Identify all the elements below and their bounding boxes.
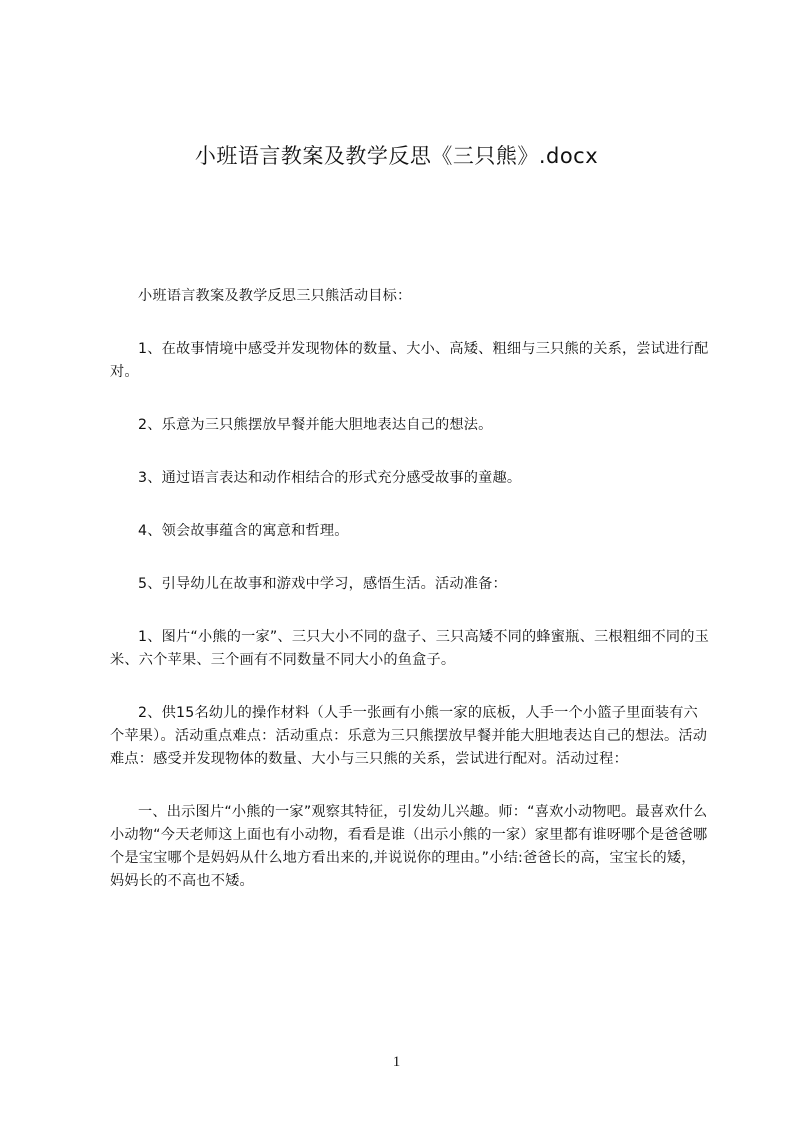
paragraph-process-1: 一、出示图片“小熊的一家”观察其特征，引发幼儿兴趣。师：“喜欢小动物吧。最喜欢什么小动物“今天老师这上面也有小动物，看看是谁（出示小熊的一家）家里都有谁呀哪个是爸爸哪个是宝宝哪个是妈妈从什么地方看出来的,并说说你的理由。”小结:爸爸长的高，宝宝长的矮，妈妈长的不高也不矮。 [110,804,708,889]
document-title: 小班语言教案及教学反思《三只熊》.docx [194,144,599,168]
paragraph-goal-2: 2、乐意为三只熊摆放早餐并能大胆地表达自己的想法。 [138,417,493,433]
paragraph-goal-3: 3、通过语言表达和动作相结合的形式充分感受故事的童趣。 [138,470,522,486]
document-body [110,285,710,923]
paragraph-intro: 小班语言教案及教学反思三只熊活动目标： [138,288,412,304]
paragraph-prep-2: 2、供15名幼儿的操作材料（人手一张画有小熊一家的底板，人手一个小篮子里面装有六个苹果）。活动重点难点：活动重点：乐意为三只熊摆放早餐并能大胆地表达自己的想法。活动难点：感受并发现物体的数量、大小与三只熊的关系，尝试进行配对。活动过程： [110,705,708,767]
paragraph-goal-5: 5、引导幼儿在故事和游戏中学习，感悟生活。活动准备： [138,576,507,592]
paragraph-goal-1: 1、在故事情境中感受并发现物体的数量、大小、高矮、粗细与三只熊的关系，尝试进行配对。 [110,341,709,380]
paragraph-prep-1: 1、图片“小熊的一家”、三只大小不同的盘子、三只高矮不同的蜂蜜瓶、三根粗细不同的玉米、六个苹果、三个画有不同数量不同大小的鱼盒子。 [110,629,710,668]
paragraph-goal-4: 4、领会故事蕴含的寓意和哲理。 [138,523,349,539]
page-number: 1 [392,1054,401,1070]
